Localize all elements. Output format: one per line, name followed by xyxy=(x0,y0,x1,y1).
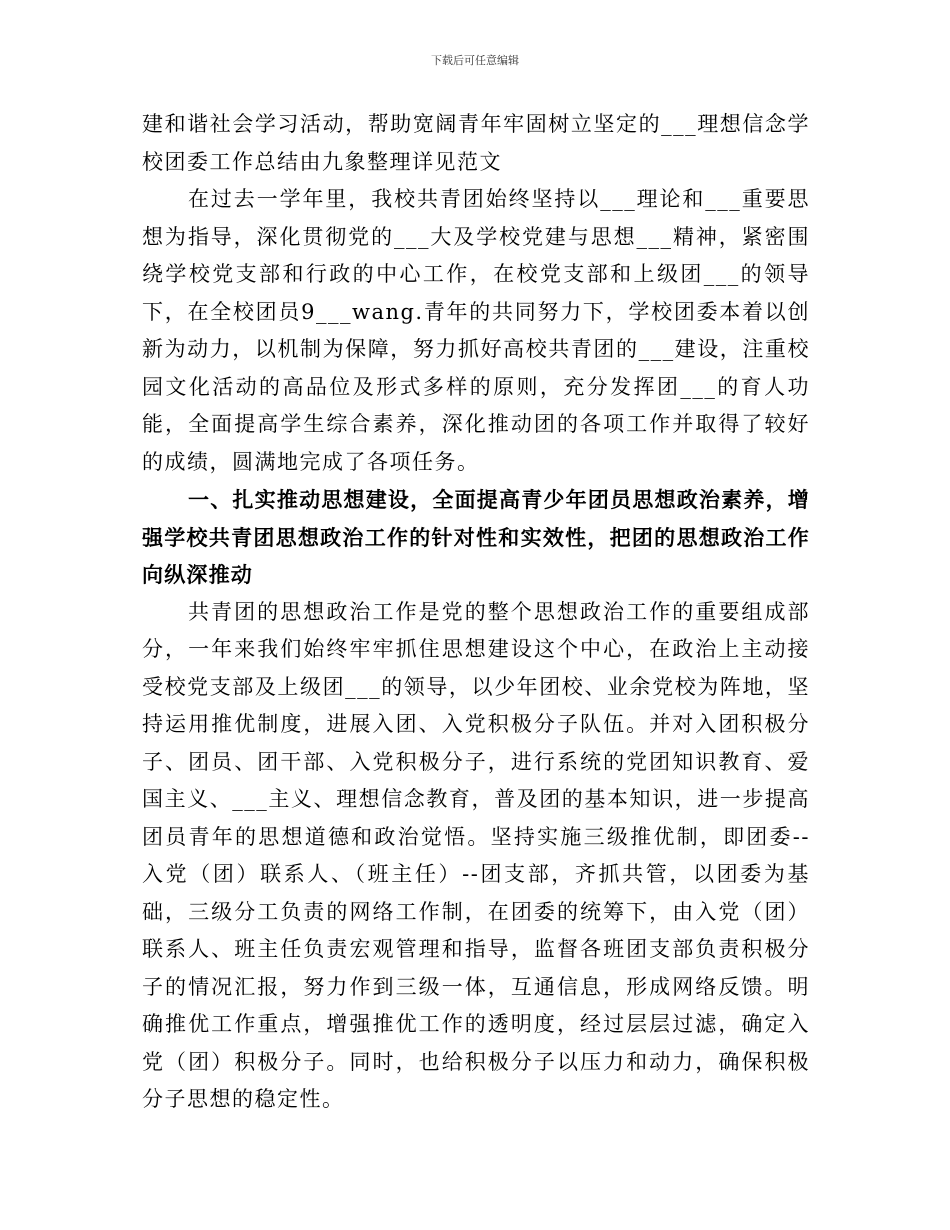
body-paragraph-2: 共青团的思想政治工作是党的整个思想政治工作的重要组成部分，一年来我们始终牢牢抓住思想建设这个中心，在政治上主动接受校党支部及上级团___的领导，以少年团校、业余党校为阵地，坚持运用推优制度，进展入团、入党积极分子队伍。并对入团积极分子、团员、团干部、入党积极分子，进行系统的党团知识教育、爱国主义、___主义、理想信念教育，普及团的基本知识，进一步提高团员青年的思想道德和政治觉悟。坚持实施三级推优制，即团委--入党（团）联系人、（班主任）--团支部，齐抓共管，以团委为基础，三级分工负责的网络工作制，在团委的统筹下，由入党（团）联系人、班主任负责宏观管理和指导，监督各班团支部负责积极分子的情况汇报，努力作到三级一体，互通信息，形成网络反馈。明确推优工作重点，增强推优工作的透明度，经过层层过滤，确定入党（团）积极分子。同时，也给积极分子以压力和动力，确保积极分子思想的稳定性。 xyxy=(142,599,810,1111)
intro-paragraph: 建和谐社会学习活动，帮助宽阔青年牢固树立坚定的___理想信念学校团委工作总结由九象整理详见范文 xyxy=(142,112,810,174)
body-paragraph-1: 在过去一学年里，我校共青团始终坚持以___理论和___重要思想为指导，深化贯彻党的___大及学校党建与思想___精神，紧密围绕学校党支部和行政的中心工作，在校党支部和上级团___的领导下，在全校团员9___wang.青年的共同努力下，学校团委本着以创新为动力，以机制为保障，努力抓好高校共青团的___建设，注重校园文化活动的高品位及形式多样的原则，充分发挥团___的育人功能，全面提高学生综合素养，深化推动团的各项工作并取得了较好的成绩，圆满地完成了各项任务。 xyxy=(142,187,810,474)
section-heading: 一、扎实推动思想建设，全面提高青少年团员思想政治素养，增强学校共青团思想政治工作的针对性和实效性，把团的思想政治工作向纵深推动 xyxy=(142,487,810,587)
page-header: 下载后可任意编辑 xyxy=(431,54,519,67)
document-body xyxy=(142,106,810,1119)
